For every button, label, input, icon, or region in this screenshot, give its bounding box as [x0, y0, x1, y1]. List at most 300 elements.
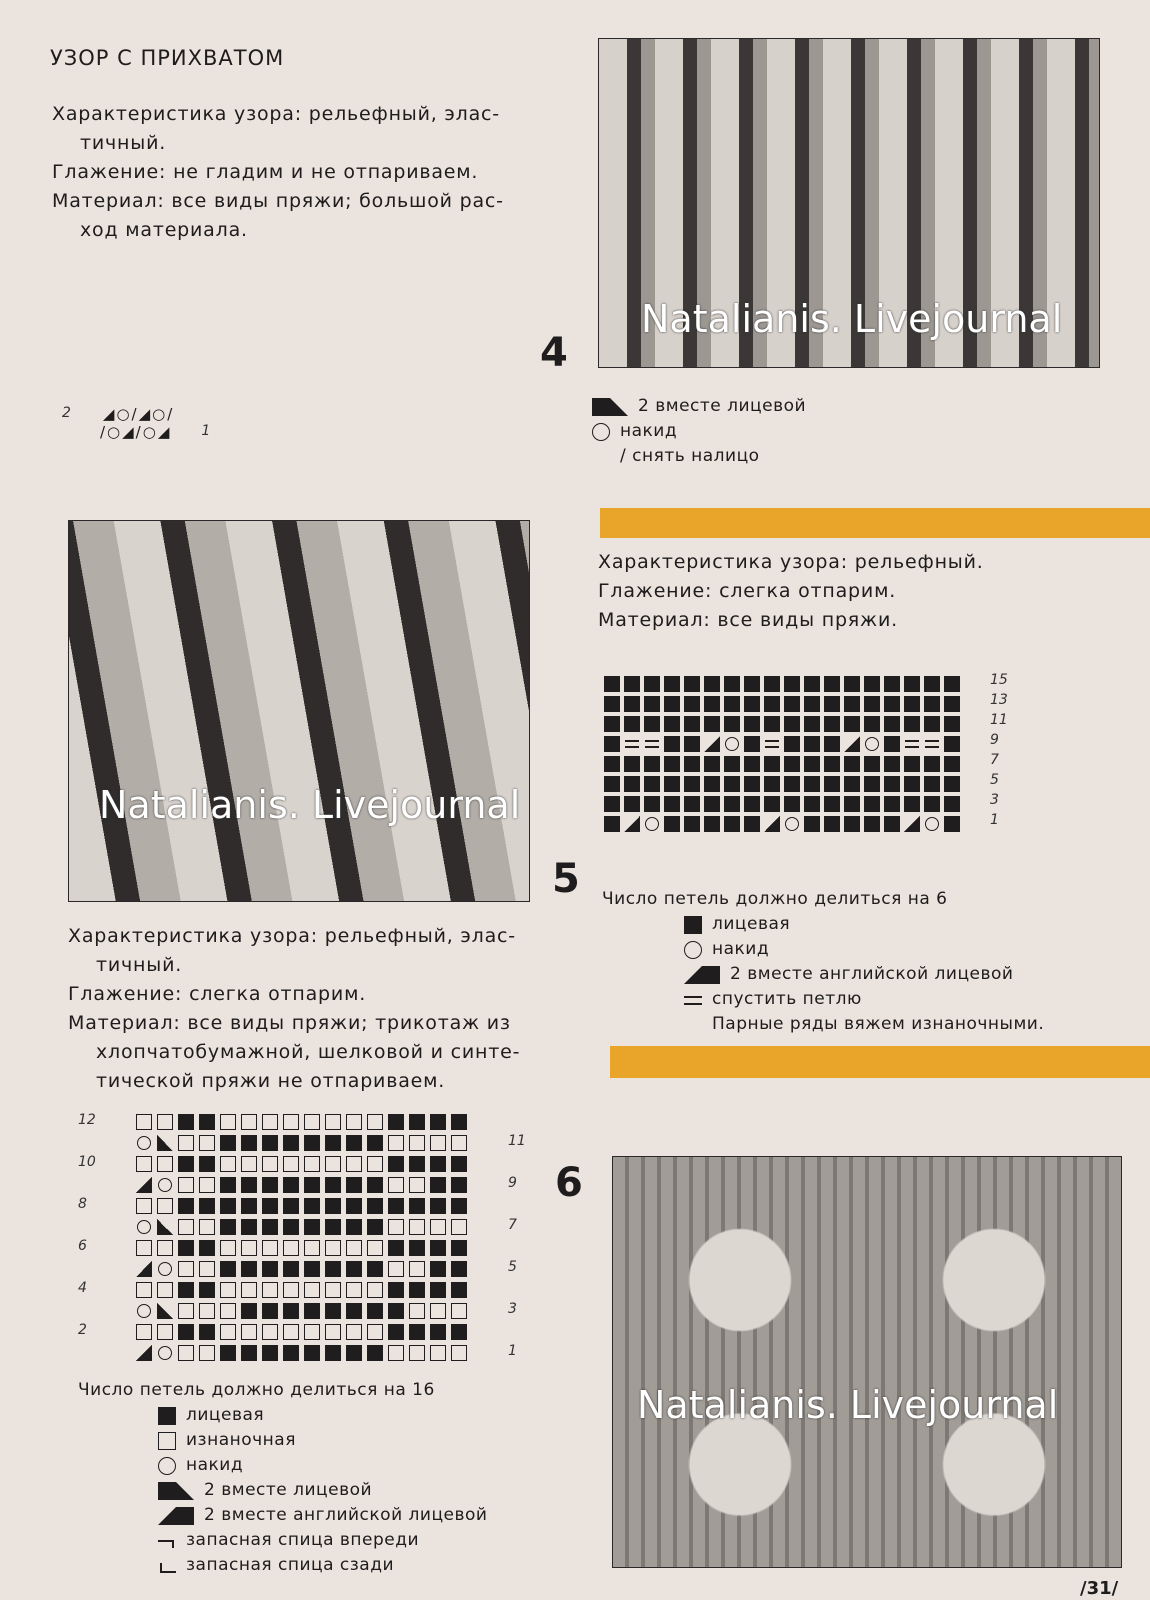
row-label: 15	[990, 672, 1008, 688]
chart-cell	[409, 1282, 425, 1298]
chart-cell	[704, 796, 720, 812]
chart-cell	[824, 776, 840, 792]
chart-cell	[644, 796, 660, 812]
chart-cell	[325, 1324, 341, 1340]
chart-cell	[304, 1135, 320, 1151]
chart-cell	[304, 1240, 320, 1256]
knit-two-together-left-icon	[158, 1507, 194, 1525]
legend-text: накид	[712, 939, 770, 959]
chart-cell	[136, 1198, 152, 1214]
section6-legend	[602, 887, 1044, 1037]
chart-cell	[604, 796, 620, 812]
chart-cell	[325, 1219, 341, 1235]
chart-cell	[764, 736, 780, 752]
chart-cell	[844, 816, 860, 832]
chart-cell	[764, 816, 780, 832]
chart-cell	[199, 1219, 215, 1235]
chart-cell	[704, 816, 720, 832]
chart-cell	[724, 796, 740, 812]
chart-cell	[744, 676, 760, 692]
chart-cell	[325, 1282, 341, 1298]
legend-text: запасная спица сзади	[186, 1555, 395, 1575]
chart-cell	[199, 1114, 215, 1130]
slip-stitch-icon	[592, 448, 610, 466]
chart-cell	[804, 776, 820, 792]
chart-cell	[430, 1219, 446, 1235]
row-label: 3	[508, 1301, 517, 1317]
chart-cell	[684, 776, 700, 792]
chart-cell	[178, 1324, 194, 1340]
chart-cell	[283, 1156, 299, 1172]
chart-cell	[684, 736, 700, 752]
chart-cell	[604, 736, 620, 752]
chart-cell	[241, 1324, 257, 1340]
chart-cell	[684, 796, 700, 812]
chart-cell	[220, 1303, 236, 1319]
legend-text: лицевая	[186, 1405, 265, 1425]
chart-cell	[283, 1198, 299, 1214]
chart-cell	[904, 776, 920, 792]
pattern-number-5: 5	[552, 856, 580, 902]
chart-cell	[367, 1345, 383, 1361]
chart-cell	[644, 736, 660, 752]
chart-cell	[824, 716, 840, 732]
chart-cell	[744, 816, 760, 832]
chart-cell	[924, 776, 940, 792]
legend-text: 2 вместе английской лицевой	[204, 1505, 488, 1525]
chart-cell	[844, 716, 860, 732]
chart-cell	[725, 737, 739, 751]
chart-cell	[346, 1219, 362, 1235]
chart-cell	[924, 716, 940, 732]
desc-line: Характеристика узора: рельефный.	[598, 551, 984, 573]
chart-cell	[624, 796, 640, 812]
knit-photo-5	[68, 520, 530, 902]
chart-cell	[158, 1262, 172, 1276]
chart-cell	[199, 1282, 215, 1298]
chart-cell	[241, 1282, 257, 1298]
chart-cell	[346, 1345, 362, 1361]
chart-cell	[241, 1303, 257, 1319]
chart-cell	[409, 1240, 425, 1256]
chart-cell	[884, 696, 900, 712]
chart-cell	[178, 1219, 194, 1235]
chart-cell	[283, 1240, 299, 1256]
chart-cell	[844, 796, 860, 812]
row-label: 7	[990, 752, 999, 768]
row-label: 9	[990, 732, 999, 748]
chart-cell	[604, 816, 620, 832]
chart-cell	[624, 696, 640, 712]
chart-cell	[241, 1177, 257, 1193]
chart-cell	[136, 1114, 152, 1130]
chart-row-symbols: ◢○/◢○/	[102, 405, 175, 423]
chart-cell	[367, 1282, 383, 1298]
chart-cell	[157, 1240, 173, 1256]
chart-cell	[157, 1219, 173, 1235]
page-number: /31/	[1080, 1578, 1119, 1599]
chart-cell	[157, 1198, 173, 1214]
chart-cell	[430, 1156, 446, 1172]
chart-cell	[137, 1220, 151, 1234]
section6-chart	[604, 676, 960, 832]
chart-cell	[824, 676, 840, 692]
chart-cell	[645, 817, 659, 831]
divider-bar	[610, 1046, 1150, 1078]
chart-cell	[804, 796, 820, 812]
chart-cell	[944, 676, 960, 692]
chart-cell	[604, 776, 620, 792]
row-label: 11	[990, 712, 1008, 728]
chart-cell	[157, 1156, 173, 1172]
chart-cell	[220, 1198, 236, 1214]
chart-cell	[784, 796, 800, 812]
chart-cell	[430, 1240, 446, 1256]
chart-cell	[804, 816, 820, 832]
chart-cell	[409, 1324, 425, 1340]
chart-cell	[262, 1240, 278, 1256]
chart-cell	[884, 676, 900, 692]
section5-legend	[78, 1378, 487, 1578]
desc-line: ход материала.	[80, 219, 248, 241]
chart-cell	[178, 1345, 194, 1361]
chart-cell	[704, 676, 720, 692]
watermark: Natalianis. Livejournal	[641, 297, 1063, 341]
yarn-over-icon	[592, 423, 610, 441]
chart-cell	[644, 776, 660, 792]
desc-line: Характеристика узора: рельефный, элас-	[68, 925, 516, 947]
legend-text: накид	[620, 421, 678, 441]
chart-cell	[262, 1135, 278, 1151]
chart-cell	[367, 1261, 383, 1277]
chart-cell	[624, 736, 640, 752]
chart-cell	[604, 676, 620, 692]
desc-line: тичный.	[96, 954, 183, 976]
cable-front-icon	[158, 1532, 176, 1550]
chart-cell	[451, 1282, 467, 1298]
chart-cell	[157, 1135, 173, 1151]
legend-text: спустить петлю	[712, 989, 862, 1009]
chart-cell	[784, 736, 800, 752]
chart-cell	[346, 1282, 362, 1298]
chart-cell	[304, 1114, 320, 1130]
section5-chart	[136, 1114, 467, 1361]
section4-chart	[62, 405, 212, 441]
chart-cell	[924, 676, 940, 692]
watermark: Natalianis. Livejournal	[99, 783, 521, 827]
chart-cell	[644, 716, 660, 732]
chart-cell	[304, 1219, 320, 1235]
chart-cell	[304, 1324, 320, 1340]
section4-description	[52, 100, 562, 245]
chart-cell	[724, 716, 740, 732]
legend-text: изнаночная	[186, 1430, 296, 1450]
chart-cell	[430, 1261, 446, 1277]
row-label: 9	[508, 1175, 517, 1191]
chart-cell	[864, 756, 880, 772]
chart-cell	[241, 1345, 257, 1361]
chart-cell	[744, 716, 760, 732]
chart-cell	[451, 1219, 467, 1235]
desc-line: Материал: все виды пряжи; трикотаж из	[68, 1012, 511, 1034]
chart-cell	[346, 1303, 362, 1319]
chart-cell	[804, 696, 820, 712]
chart-cell	[604, 756, 620, 772]
chart-cell	[409, 1345, 425, 1361]
chart-cell	[262, 1324, 278, 1340]
chart-cell	[178, 1282, 194, 1298]
chart-cell	[451, 1135, 467, 1151]
chart-cell	[784, 716, 800, 732]
chart-cell	[136, 1261, 152, 1277]
chart-cell	[664, 696, 680, 712]
chart-cell	[704, 756, 720, 772]
chart-cell	[262, 1345, 278, 1361]
chart-cell	[158, 1346, 172, 1360]
chart-cell	[644, 676, 660, 692]
chart-cell	[325, 1261, 341, 1277]
chart-cell	[884, 756, 900, 772]
chart-cell	[220, 1177, 236, 1193]
chart-cell	[784, 696, 800, 712]
chart-cell	[824, 756, 840, 772]
chart-cell	[624, 716, 640, 732]
stitch-count-note: Число петель должно делиться на 16	[78, 1380, 435, 1400]
chart-cell	[199, 1303, 215, 1319]
knit-stitch-icon	[684, 916, 702, 934]
chart-cell	[325, 1198, 341, 1214]
page-title: УЗОР С ПРИХВАТОМ	[50, 46, 285, 70]
chart-cell	[744, 696, 760, 712]
chart-cell	[283, 1219, 299, 1235]
chart-cell	[220, 1219, 236, 1235]
chart-cell	[924, 736, 940, 752]
chart-cell	[262, 1114, 278, 1130]
chart-cell	[346, 1198, 362, 1214]
chart-cell	[604, 716, 620, 732]
chart-cell	[283, 1114, 299, 1130]
chart-cell	[644, 756, 660, 772]
chart-cell	[865, 737, 879, 751]
chart-cell	[924, 696, 940, 712]
chart-cell	[178, 1177, 194, 1193]
desc-line: Характеристика узора: рельефный, элас-	[52, 103, 500, 125]
chart-cell	[304, 1282, 320, 1298]
row-label: 3	[990, 792, 999, 808]
section5-description	[68, 922, 608, 1096]
chart-cell	[451, 1156, 467, 1172]
chart-cell	[283, 1324, 299, 1340]
chart-cell	[409, 1261, 425, 1277]
row-label: 2	[78, 1322, 87, 1338]
chart-cell	[451, 1345, 467, 1361]
chart-cell	[199, 1240, 215, 1256]
row-label: 10	[78, 1154, 96, 1170]
chart-cell	[367, 1324, 383, 1340]
pattern-number-4: 4	[540, 330, 568, 376]
chart-cell	[409, 1198, 425, 1214]
chart-cell	[784, 756, 800, 772]
chart-cell	[388, 1177, 404, 1193]
desc-line: Глажение: слегка отпарим.	[598, 580, 897, 602]
knit-two-together-right-icon	[158, 1482, 194, 1500]
knit-stitch-icon	[158, 1407, 176, 1425]
chart-cell	[367, 1303, 383, 1319]
chart-cell	[283, 1303, 299, 1319]
row-label: 13	[990, 692, 1008, 708]
chart-cell	[430, 1177, 446, 1193]
chart-cell	[241, 1114, 257, 1130]
chart-cell	[904, 676, 920, 692]
chart-cell	[451, 1177, 467, 1193]
chart-cell	[346, 1114, 362, 1130]
chart-cell	[864, 816, 880, 832]
chart-cell	[430, 1345, 446, 1361]
desc-line: Материал: все виды пряжи; большой рас-	[52, 190, 504, 212]
chart-cell	[325, 1240, 341, 1256]
chart-cell	[136, 1282, 152, 1298]
chart-cell	[824, 796, 840, 812]
chart-cell	[784, 676, 800, 692]
legend-text: Парные ряды вяжем изнаночными.	[712, 1014, 1045, 1034]
row-label: 6	[78, 1238, 87, 1254]
chart-cell	[864, 716, 880, 732]
chart-cell	[451, 1240, 467, 1256]
chart-cell	[684, 696, 700, 712]
chart-cell	[924, 796, 940, 812]
chart-cell	[409, 1219, 425, 1235]
chart-cell	[904, 696, 920, 712]
chart-cell	[704, 696, 720, 712]
chart-cell	[451, 1261, 467, 1277]
desc-line: Глажение: слегка отпарим.	[68, 983, 367, 1005]
chart-cell	[784, 776, 800, 792]
chart-cell	[388, 1219, 404, 1235]
chart-cell	[199, 1135, 215, 1151]
row-label: 11	[508, 1133, 526, 1149]
chart-cell	[944, 696, 960, 712]
chart-cell	[724, 816, 740, 832]
chart-cell	[220, 1282, 236, 1298]
chart-cell	[157, 1324, 173, 1340]
chart-cell	[325, 1135, 341, 1151]
chart-cell	[178, 1303, 194, 1319]
chart-cell	[178, 1114, 194, 1130]
chart-cell	[744, 736, 760, 752]
legend-text: лицевая	[712, 914, 791, 934]
chart-cell	[388, 1156, 404, 1172]
chart-cell	[864, 796, 880, 812]
chart-cell	[409, 1177, 425, 1193]
yarn-over-icon	[684, 941, 702, 959]
section4-legend	[592, 394, 806, 469]
chart-cell	[804, 676, 820, 692]
chart-cell	[262, 1303, 278, 1319]
chart-cell	[744, 756, 760, 772]
chart-cell	[241, 1135, 257, 1151]
chart-cell	[199, 1156, 215, 1172]
chart-cell	[664, 676, 680, 692]
chart-cell	[944, 776, 960, 792]
chart-cell	[844, 736, 860, 752]
chart-cell	[241, 1198, 257, 1214]
chart-cell	[388, 1261, 404, 1277]
chart-cell	[451, 1198, 467, 1214]
chart-cell	[199, 1324, 215, 1340]
yarn-over-icon	[158, 1457, 176, 1475]
chart-cell	[864, 776, 880, 792]
chart-cell	[388, 1282, 404, 1298]
chart-cell	[325, 1303, 341, 1319]
chart-cell	[884, 816, 900, 832]
chart-cell	[199, 1177, 215, 1193]
legend-text: 2 вместе английской лицевой	[730, 964, 1014, 984]
chart-cell	[944, 796, 960, 812]
divider-bar	[600, 508, 1150, 538]
chart-cell	[220, 1345, 236, 1361]
knit-photo-6	[612, 1156, 1122, 1568]
chart-cell	[241, 1156, 257, 1172]
drop-stitch-icon	[684, 991, 702, 1009]
chart-cell	[764, 776, 780, 792]
chart-cell	[944, 736, 960, 752]
chart-cell	[325, 1114, 341, 1130]
chart-cell	[944, 756, 960, 772]
chart-cell	[178, 1240, 194, 1256]
chart-cell	[158, 1178, 172, 1192]
chart-cell	[684, 816, 700, 832]
chart-cell	[304, 1198, 320, 1214]
chart-cell	[136, 1345, 152, 1361]
section6-description	[598, 548, 1138, 635]
cable-back-icon	[158, 1557, 176, 1575]
chart-cell	[178, 1261, 194, 1277]
chart-cell	[136, 1177, 152, 1193]
chart-cell	[283, 1177, 299, 1193]
chart-cell	[904, 816, 920, 832]
chart-cell	[367, 1219, 383, 1235]
chart-cell	[744, 796, 760, 812]
legend-text: запасная спица впереди	[186, 1530, 420, 1550]
chart-cell	[451, 1114, 467, 1130]
chart-cell	[925, 817, 939, 831]
chart-cell	[388, 1198, 404, 1214]
chart-cell	[944, 716, 960, 732]
chart-cell	[262, 1219, 278, 1235]
chart-cell	[199, 1261, 215, 1277]
chart-cell	[346, 1156, 362, 1172]
chart-cell	[664, 796, 680, 812]
chart-cell	[304, 1261, 320, 1277]
chart-cell	[664, 736, 680, 752]
chart-cell	[220, 1156, 236, 1172]
chart-cell	[844, 756, 860, 772]
chart-cell	[704, 776, 720, 792]
chart-cell	[684, 676, 700, 692]
legend-text: 2 вместе лицевой	[204, 1480, 373, 1500]
chart-cell	[864, 696, 880, 712]
chart-cell	[136, 1240, 152, 1256]
chart-cell	[409, 1114, 425, 1130]
chart-cell	[283, 1345, 299, 1361]
desc-line: хлопчатобумажной, шелковой и синте-	[96, 1041, 521, 1063]
chart-cell	[430, 1282, 446, 1298]
chart-cell	[904, 736, 920, 752]
chart-cell	[283, 1282, 299, 1298]
chart-cell	[451, 1324, 467, 1340]
chart-cell	[844, 776, 860, 792]
chart-cell	[157, 1303, 173, 1319]
